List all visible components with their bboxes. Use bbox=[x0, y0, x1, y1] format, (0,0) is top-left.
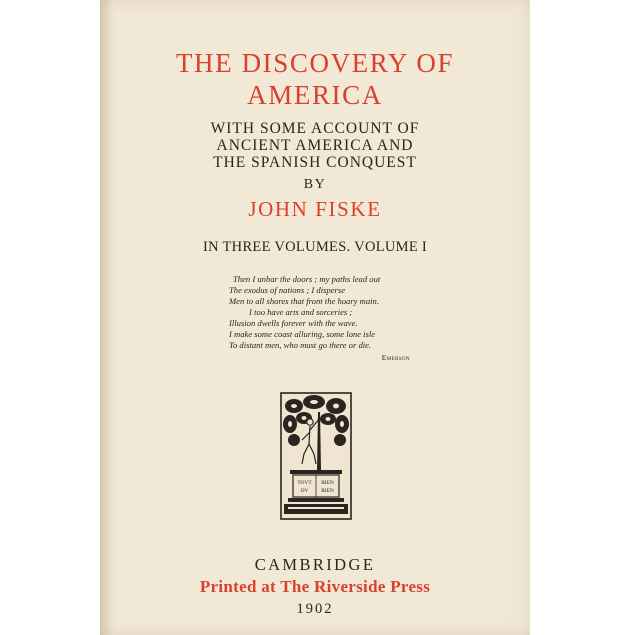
book-title-line-1: THE DISCOVERY OF bbox=[175, 48, 455, 78]
imprint-year: 1902 bbox=[296, 601, 334, 617]
epigraph-line: I make some coast alluring, some lone isle bbox=[229, 329, 376, 339]
subtitle-line-3: THE SPANISH CONQUEST bbox=[213, 154, 417, 171]
motto-text: BIEN bbox=[321, 480, 334, 486]
subtitle-line-1: WITH SOME ACCOUNT OF bbox=[210, 120, 420, 137]
subtitle-line-2: ANCIENT AMERICA AND bbox=[216, 137, 414, 154]
epigraph bbox=[229, 274, 429, 351]
motto-text: RIEN bbox=[321, 488, 334, 494]
epigraph-line: To distant men, who must go there or die. bbox=[229, 340, 372, 350]
epigraph-line: The exodus of nations ; I disperse bbox=[229, 285, 346, 295]
epigraph-line: Illusion dwells forever with the wave. bbox=[229, 318, 358, 328]
motto-text: OV bbox=[300, 488, 309, 494]
by-line: BY bbox=[303, 177, 327, 192]
imprint-place: CAMBRIDGE bbox=[254, 555, 376, 574]
epigraph-line: Then I unbar the doors ; my paths lead out bbox=[233, 274, 381, 284]
printers-device-emblem bbox=[280, 392, 352, 520]
motto-text: TOVT bbox=[297, 480, 312, 486]
author-name: JOHN FISKE bbox=[248, 197, 382, 221]
book-title-line-2: AMERICA bbox=[247, 80, 383, 110]
epigraph-line: I too have arts and sorceries ; bbox=[249, 307, 353, 317]
imprint-publisher: Printed at The Riverside Press bbox=[199, 577, 431, 596]
epigraph-line: Men to all shores that front the hoary main. bbox=[229, 296, 379, 306]
epigraph-attribution: Emerson bbox=[381, 353, 410, 362]
volume-statement: IN THREE VOLUMES. VOLUME I bbox=[202, 239, 428, 255]
